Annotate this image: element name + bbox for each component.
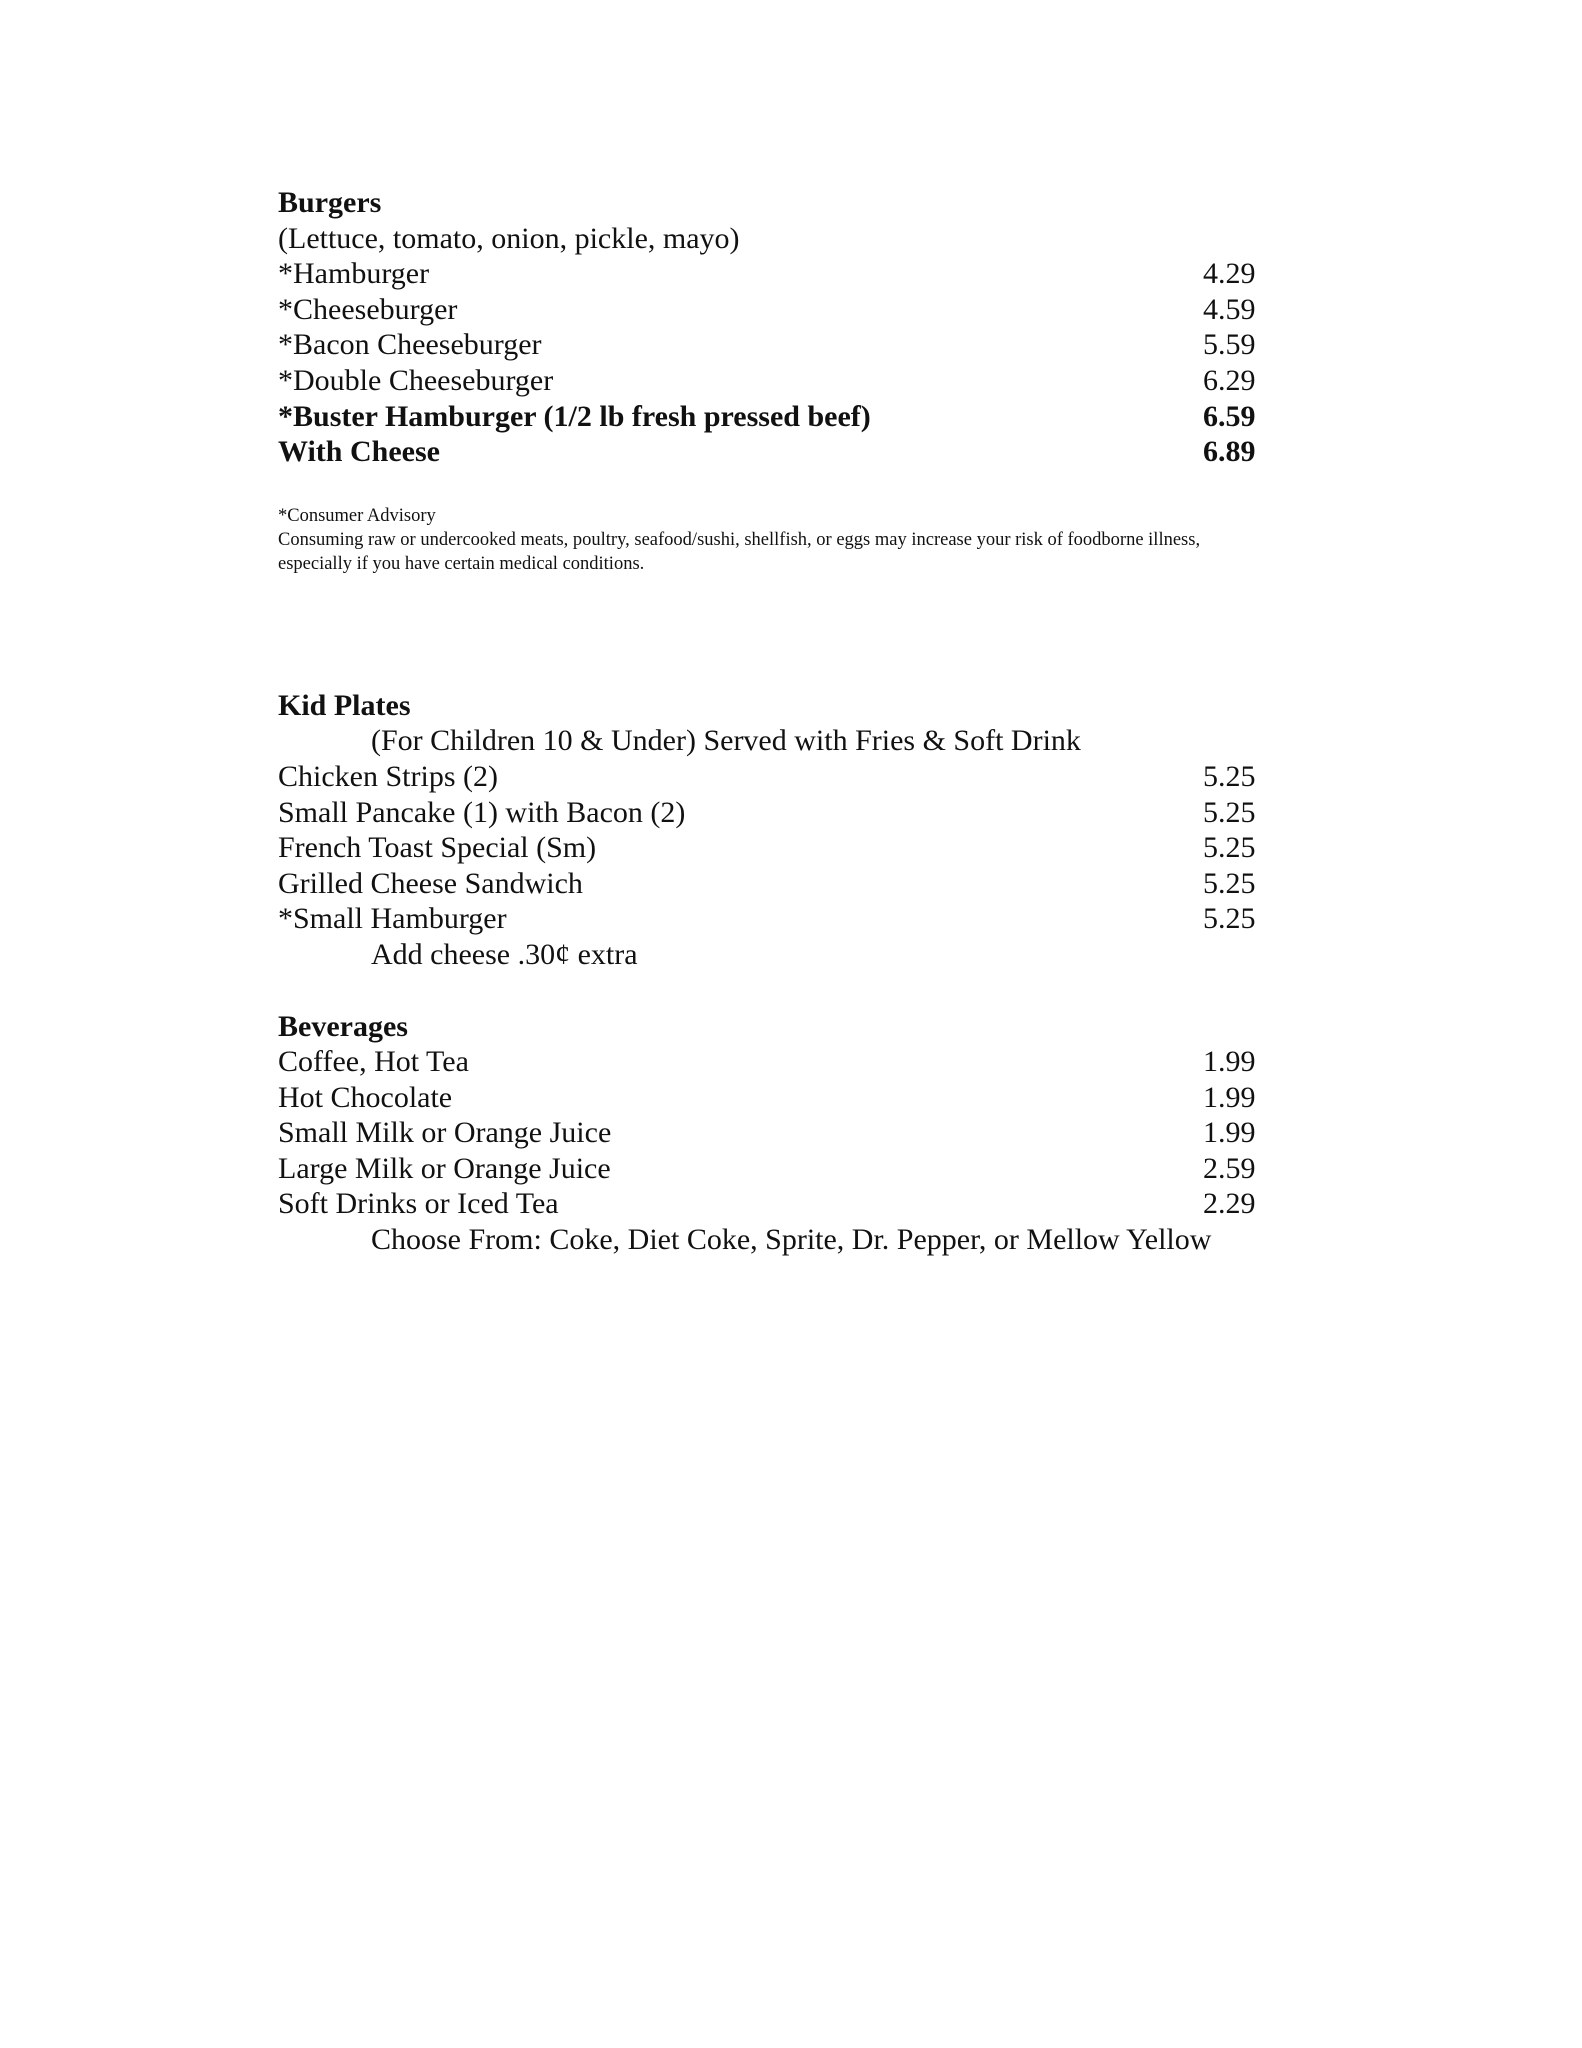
consumer-advisory	[278, 504, 1322, 576]
menu-item	[278, 327, 1322, 363]
menu-item	[278, 901, 1322, 937]
menu-item	[278, 292, 1322, 328]
section-heading: Kid Plates	[278, 688, 411, 722]
burgers-section	[278, 185, 1322, 470]
item-price: 5.59	[1203, 328, 1256, 362]
menu-item	[278, 866, 1322, 902]
section-note: (For Children 10 & Under) Served with Fries & Soft Drink	[371, 724, 1081, 758]
item-name: *Small Hamburger	[278, 902, 507, 936]
item-price: 4.29	[1203, 257, 1256, 291]
item-name: *Double Cheeseburger	[278, 363, 554, 397]
item-name: Soft Drinks or Iced Tea	[278, 1187, 559, 1221]
item-name: With Cheese	[278, 435, 440, 469]
spacer	[278, 973, 1322, 1009]
menu-item	[278, 1080, 1322, 1116]
menu-item-featured	[278, 399, 1322, 435]
advisory-text: especially if you have certain medical conditions.	[278, 553, 645, 574]
item-name: Grilled Cheese Sandwich	[278, 866, 583, 900]
item-price: 5.25	[1203, 866, 1256, 900]
item-price: 5.25	[1203, 902, 1256, 936]
item-name: Coffee, Hot Tea	[278, 1045, 469, 1079]
item-price: 1.99	[1203, 1116, 1256, 1150]
kid-plates-section	[278, 688, 1322, 973]
menu-item	[278, 1115, 1322, 1151]
item-price: 2.29	[1203, 1187, 1256, 1221]
item-name: *Buster Hamburger (1/2 lb fresh pressed beef)	[278, 399, 871, 433]
menu-page	[278, 185, 1322, 1258]
menu-item	[278, 830, 1322, 866]
menu-item	[278, 1186, 1322, 1222]
item-price: 4.59	[1203, 292, 1256, 326]
menu-item	[278, 759, 1322, 795]
item-name: *Bacon Cheeseburger	[278, 328, 542, 362]
item-price: 5.25	[1203, 795, 1256, 829]
menu-item	[278, 256, 1322, 292]
item-price: 5.25	[1203, 759, 1256, 793]
item-name: Small Pancake (1) with Bacon (2)	[278, 795, 686, 829]
section-note: (Lettuce, tomato, onion, pickle, mayo)	[278, 221, 740, 255]
item-name: Large Milk or Orange Juice	[278, 1151, 611, 1185]
item-name: Hot Chocolate	[278, 1080, 453, 1114]
section-heading: Beverages	[278, 1009, 408, 1043]
menu-item	[278, 1151, 1322, 1187]
item-price: 6.89	[1203, 435, 1256, 469]
beverages-section	[278, 1009, 1322, 1258]
menu-item-featured	[278, 434, 1322, 470]
advisory-title: *Consumer Advisory	[278, 505, 436, 526]
item-name: *Cheeseburger	[278, 292, 458, 326]
item-price: 5.25	[1203, 831, 1256, 865]
item-name: *Hamburger	[278, 257, 430, 291]
item-price: 6.59	[1203, 399, 1256, 433]
item-price: 1.99	[1203, 1080, 1256, 1114]
section-note: Choose From: Coke, Diet Coke, Sprite, Dr. Pepper, or Mellow Yellow	[371, 1223, 1212, 1257]
item-price: 6.29	[1203, 363, 1256, 397]
item-name: Small Milk or Orange Juice	[278, 1116, 612, 1150]
spacer	[278, 576, 1322, 688]
advisory-text: Consuming raw or undercooked meats, poultry, seafood/sushi, shellfish, or eggs may increase your risk of foodborne illness,	[278, 529, 1201, 550]
item-name: Chicken Strips (2)	[278, 759, 498, 793]
item-price: 1.99	[1203, 1045, 1256, 1079]
item-name: French Toast Special (Sm)	[278, 831, 597, 865]
item-price: 2.59	[1203, 1151, 1256, 1185]
item-addon-note: Add cheese .30¢ extra	[371, 937, 638, 971]
spacer	[278, 470, 1322, 504]
section-heading: Burgers	[278, 186, 382, 219]
menu-item	[278, 795, 1322, 831]
menu-item	[278, 363, 1322, 399]
menu-item	[278, 1044, 1322, 1080]
